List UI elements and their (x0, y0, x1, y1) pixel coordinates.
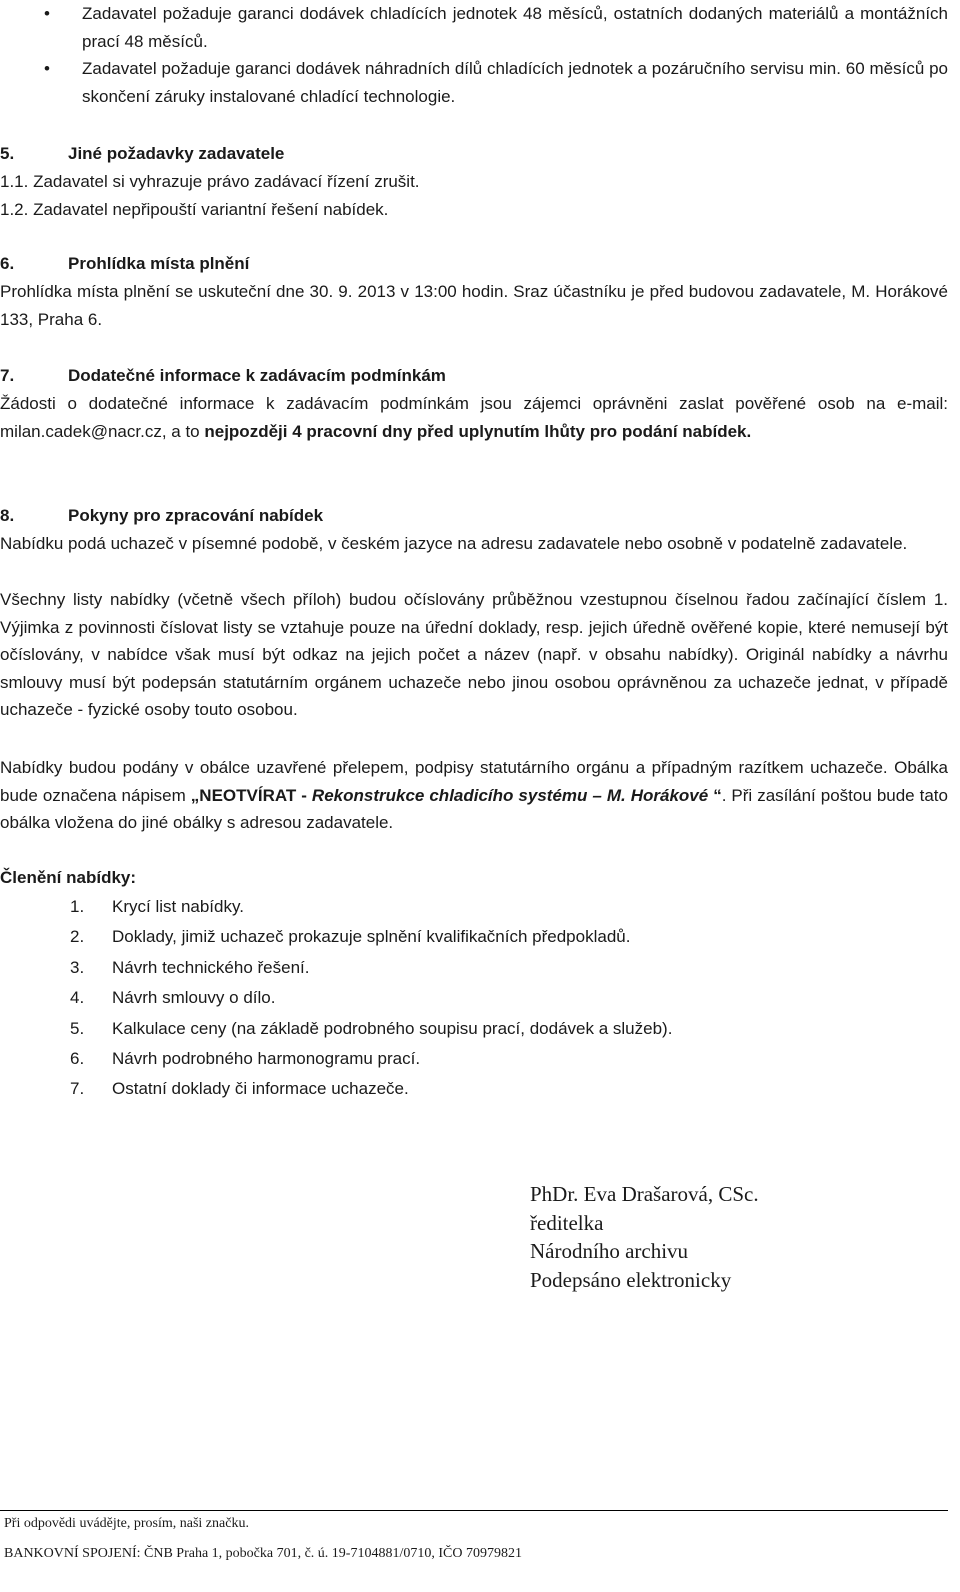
cleneni-list (70, 892, 930, 1105)
section-title: Dodatečné informace k zadávacím podmínkám (68, 366, 446, 385)
list-item (70, 983, 930, 1013)
list-item-text: Krycí list nabídky. (112, 897, 244, 916)
list-item-text: Kalkulace ceny (na základě podrobného soupisu prací, dodávek a služeb). (112, 1018, 673, 1038)
bullet-icon: • (44, 4, 50, 23)
section-5-item: 1.1. Zadavatel si vyhrazuje právo zadávací řízení zrušit. (0, 172, 420, 191)
list-item-number: 1. (70, 897, 85, 916)
section-8-heading (0, 502, 948, 530)
section-number: 7. (0, 366, 15, 385)
list-item-text: Návrh smlouvy o dílo. (112, 988, 276, 1008)
section-6-heading (0, 250, 948, 278)
section-title: Pokyny pro zpracování nabídek (68, 506, 324, 525)
list-item (70, 1014, 930, 1044)
section-6-text: Prohlídka místa plnění se uskuteční dne 30. 9. 2013 v 13:00 hodin. Sraz účastníku je před budovou zadavatele, M. Horákové 133, Praha 6. (0, 282, 948, 329)
footer-reference-note: Při odpovědi uvádějte, prosím, naši značku. (4, 1516, 249, 1531)
list-item-number: 3. (70, 957, 85, 977)
signature-block (530, 1180, 759, 1294)
section-8-paragraph-3 (0, 754, 948, 837)
list-item (70, 1044, 930, 1074)
list-item-text: Návrh podrobného harmonogramu prací. (112, 1049, 421, 1069)
signature-name: PhDr. Eva Drašarová, CSc. (530, 1182, 759, 1206)
section-7-text (0, 390, 948, 445)
list-item (70, 953, 930, 983)
section-7-text-regular: Žádosti o dodatečné informace k zadávacím podmínkám jsou zájemci oprávněni zaslat pověřené osob na e-mail: milan.cadek@nacr.cz, a to (0, 394, 948, 441)
cleneni-heading: Členění nabídky: (0, 868, 137, 887)
list-item (70, 922, 930, 952)
section-5-item: 1.2. Zadavatel nepřipouští variantní řešení nabídek. (0, 200, 389, 219)
p3-after: . Při zasílání poštou bude tato obálka vložena do jiné obálky s adresou zadavatele. (0, 785, 948, 832)
list-item-number: 2. (70, 927, 85, 947)
list-item-text: Ostatní doklady či informace uchazeče. (112, 1079, 409, 1099)
bullet-item (44, 55, 948, 110)
bullet-item (44, 0, 948, 55)
section-7-heading (0, 362, 948, 390)
bullet-text: Zadavatel požaduje garanci dodávek náhradních dílů chladících jednotek a pozáručního servisu min. 60 měsíců po skončení záruky instalované chladící technologie. (82, 59, 948, 106)
p3-bold: „NEOTVÍRAT - (190, 785, 312, 805)
signature-note: Podepsáno elektronicky (530, 1267, 732, 1292)
section-8-paragraph-1: Nabídku podá uchazeč v písemné podobě, v českém jazyce na adresu zadavatele nebo osobně v podatelně zadavatele. (0, 534, 908, 553)
list-item (70, 892, 930, 922)
bullet-text: Zadavatel požaduje garanci dodávek chladících jednotek 48 měsíců, ostatních dodaných materiálů a montážních prací 48 měsíců. (82, 4, 948, 51)
list-item-text: Návrh technického řešení. (112, 957, 310, 977)
section-7-deadline: nejpozději 4 pracovní dny před uplynutím lhůty pro podání nabídek. (204, 421, 752, 441)
footer-divider (0, 1510, 948, 1511)
list-item-text: Doklady, jimiž uchazeč prokazuje splnění kvalifikačních předpokladů. (112, 927, 631, 947)
signature-org: Národního archivu (530, 1239, 689, 1263)
footer-bank-details: BANKOVNÍ SPOJENÍ: ČNB Praha 1, pobočka 701, č. ú. 19-7104881/0710, IČO 70979821 (4, 1546, 522, 1561)
section-8-paragraph-2: Všechny listy nabídky (včetně všech příloh) budou očíslovány průběžnou vzestupnou číselnou řadou začínající číslem 1. Výjimka z povinnosti číslovat listy se vztahuje pouze na úřední doklady, resp. jejich úředně ověřené kopie, které nemusejí být očíslovány, v nabídce však musí být odkaz na jejich počet a název (např. v obsahu nabídky). Originál nabídky a návrhu smlouvy musí být podepsán statutárním orgánem uchazeče nebo jinou osobou oprávněnou za uchazeče jednat, v případě uchazeče - fyzické osoby touto osobou. (0, 590, 948, 719)
section-number: 6. (0, 254, 15, 273)
signature-role: ředitelka (530, 1210, 604, 1235)
list-item-number: 7. (70, 1079, 85, 1099)
section-title: Prohlídka místa plnění (68, 254, 250, 273)
section-number: 5. (0, 144, 15, 163)
p3-bold-end: “ (708, 785, 722, 805)
section-number: 8. (0, 506, 15, 525)
section-title: Jiné požadavky zadavatele (68, 144, 285, 163)
p3-bold-italic: Rekonstrukce chladicího systému – M. Horákové (311, 785, 709, 805)
list-item-number: 6. (70, 1049, 85, 1069)
list-item (70, 1074, 930, 1104)
list-item-number: 5. (70, 1018, 85, 1038)
guarantee-bullet-list (44, 0, 948, 110)
p3-regular: Nabídky budou podány v obálce uzavřené přelepem, podpisy statutárního orgánu a případným razítkem uchazeče. Obálka bude označena nápisem (0, 758, 948, 805)
section-5-heading (0, 140, 948, 168)
bullet-icon: • (44, 59, 50, 78)
list-item-number: 4. (70, 988, 85, 1008)
